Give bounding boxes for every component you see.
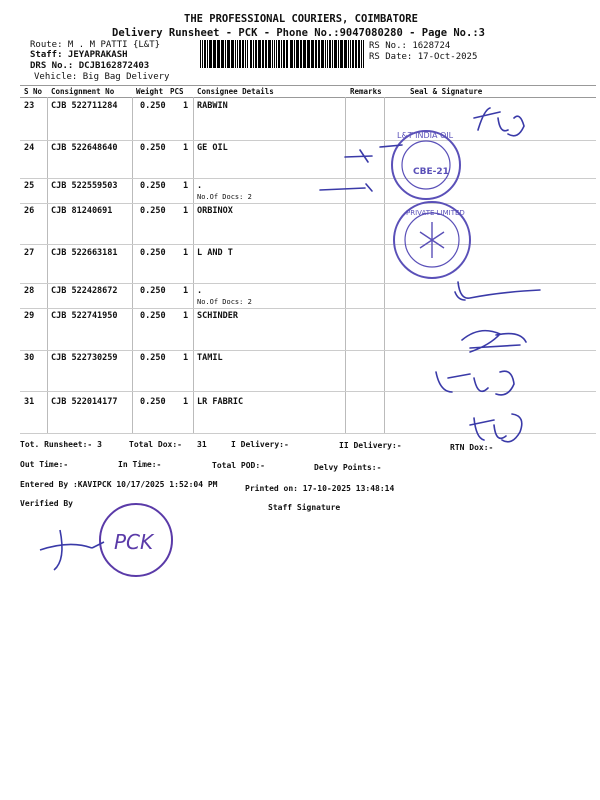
route-text: Route: M . M PATTI {L&T} bbox=[30, 40, 161, 50]
row-consignee: GE OIL bbox=[197, 143, 228, 153]
out-time: Out Time:- bbox=[20, 460, 69, 469]
row-consignment-no: CJB 522663181 bbox=[51, 248, 118, 258]
row-pcs: 1 bbox=[183, 143, 189, 153]
row-consignee: RABWIN bbox=[197, 101, 228, 111]
row-sno: 31 bbox=[24, 397, 35, 407]
row-consignee: . bbox=[197, 181, 203, 191]
row-weight: 0.250 bbox=[140, 353, 166, 363]
row-pcs: 1 bbox=[183, 181, 189, 191]
row-consignment-no: CJB 81240691 bbox=[51, 206, 113, 216]
col-consignee: Consignee Details bbox=[197, 87, 274, 96]
row-consignee: ORBINOX bbox=[197, 206, 233, 216]
row-consignment-no: CJB 522559503 bbox=[51, 181, 118, 191]
row-sno: 25 bbox=[24, 181, 35, 191]
row-pcs: 1 bbox=[183, 101, 189, 111]
total-dox-value: 31 bbox=[197, 440, 207, 449]
col-seal-signature: Seal & Signature bbox=[410, 87, 483, 96]
row-weight: 0.250 bbox=[140, 397, 166, 407]
entered-by: Entered By :KAVIPCK 10/17/2025 1:52:04 PM bbox=[20, 480, 218, 489]
ii-delivery: II Delivery:- bbox=[339, 441, 402, 450]
row-pcs: 1 bbox=[183, 397, 189, 407]
seal-middle-text: PRIVATE LIMITED bbox=[406, 209, 465, 217]
row-consignment-no: CJB 522730259 bbox=[51, 353, 118, 363]
row-pcs: 1 bbox=[183, 248, 189, 258]
verified-by: Verified By bbox=[20, 499, 73, 508]
row-sno: 26 bbox=[24, 206, 35, 216]
pck-stamp bbox=[40, 504, 172, 576]
rs-date: RS Date: 17-Oct-2025 bbox=[369, 52, 478, 62]
row-sno: 28 bbox=[24, 286, 35, 296]
vehicle-text: Vehicle: Big Bag Delivery bbox=[34, 72, 170, 82]
pck-stamp-text: PCK bbox=[114, 530, 154, 554]
row-consignee: . bbox=[197, 286, 203, 296]
row-weight: 0.250 bbox=[140, 286, 166, 296]
seal-ring-text: L&T INDIA OIL bbox=[397, 131, 454, 140]
company-seal-top bbox=[392, 131, 460, 199]
row-consignee: LR FABRIC bbox=[197, 397, 244, 407]
company-title: THE PROFESSIONAL COURIERS, COIMBATORE bbox=[184, 13, 418, 25]
rs-number: RS No.: 1628724 bbox=[369, 41, 451, 51]
in-time: In Time:- bbox=[118, 460, 162, 469]
row-consignment-no: CJB 522741950 bbox=[51, 311, 118, 321]
row-pcs: 1 bbox=[183, 311, 189, 321]
drs-number: DRS No.: DCJB162872403 bbox=[30, 61, 150, 71]
row-weight: 0.250 bbox=[140, 206, 166, 216]
col-pcs: PCS bbox=[170, 87, 184, 96]
row-pcs: 1 bbox=[183, 206, 189, 216]
row-doc-count: No.Of Docs: 2 bbox=[197, 193, 252, 201]
col-remarks: Remarks bbox=[350, 87, 382, 96]
row-sno: 27 bbox=[24, 248, 35, 258]
row-consignment-no: CJB 522711284 bbox=[51, 101, 118, 111]
row-sno: 23 bbox=[24, 101, 35, 111]
col-weight: Weight bbox=[136, 87, 164, 96]
row-doc-count: No.Of Docs: 2 bbox=[197, 298, 252, 306]
tot-runsheet: Tot. Runsheet:- 3 bbox=[20, 440, 102, 449]
i-delivery: I Delivery:- bbox=[231, 440, 289, 449]
printed-on: Printed on: 17-10-2025 13:48:14 bbox=[245, 484, 395, 493]
company-seal-middle bbox=[394, 202, 470, 278]
col-sno: S No bbox=[24, 87, 43, 96]
runsheet-subtitle: Delivery Runsheet - PCK - Phone No.:9047080280 - Page No.:3 bbox=[112, 27, 485, 39]
row-consignee: TAMIL bbox=[197, 353, 223, 363]
staff-signature-label: Staff Signature bbox=[268, 503, 341, 512]
row-consignment-no: CJB 522648640 bbox=[51, 143, 118, 153]
total-dox-label: Total Dox:- bbox=[129, 440, 182, 449]
row-consignment-no: CJB 522428672 bbox=[51, 286, 118, 296]
row-weight: 0.250 bbox=[140, 248, 166, 258]
handwritten-signatures bbox=[320, 108, 540, 442]
staff-text: Staff: JEYAPRAKASH bbox=[30, 50, 128, 60]
total-pod: Total POD:- bbox=[212, 461, 265, 470]
row-weight: 0.250 bbox=[140, 143, 166, 153]
row-weight: 0.250 bbox=[140, 311, 166, 321]
seal-center-text: CBE-21 bbox=[413, 167, 449, 177]
row-sno: 24 bbox=[24, 143, 35, 153]
row-weight: 0.250 bbox=[140, 181, 166, 191]
row-weight: 0.250 bbox=[140, 101, 166, 111]
row-pcs: 1 bbox=[183, 353, 189, 363]
delvy-points: Delvy Points:- bbox=[314, 463, 382, 472]
rtn-dox: RTN Dox:- bbox=[450, 443, 494, 452]
row-sno: 29 bbox=[24, 311, 35, 321]
col-consignment: Consignment No bbox=[51, 87, 115, 96]
row-sno: 30 bbox=[24, 353, 35, 363]
row-pcs: 1 bbox=[183, 286, 189, 296]
row-consignment-no: CJB 522014177 bbox=[51, 397, 118, 407]
row-consignee: L AND T bbox=[197, 248, 233, 258]
row-consignee: SCHINDER bbox=[197, 311, 238, 321]
